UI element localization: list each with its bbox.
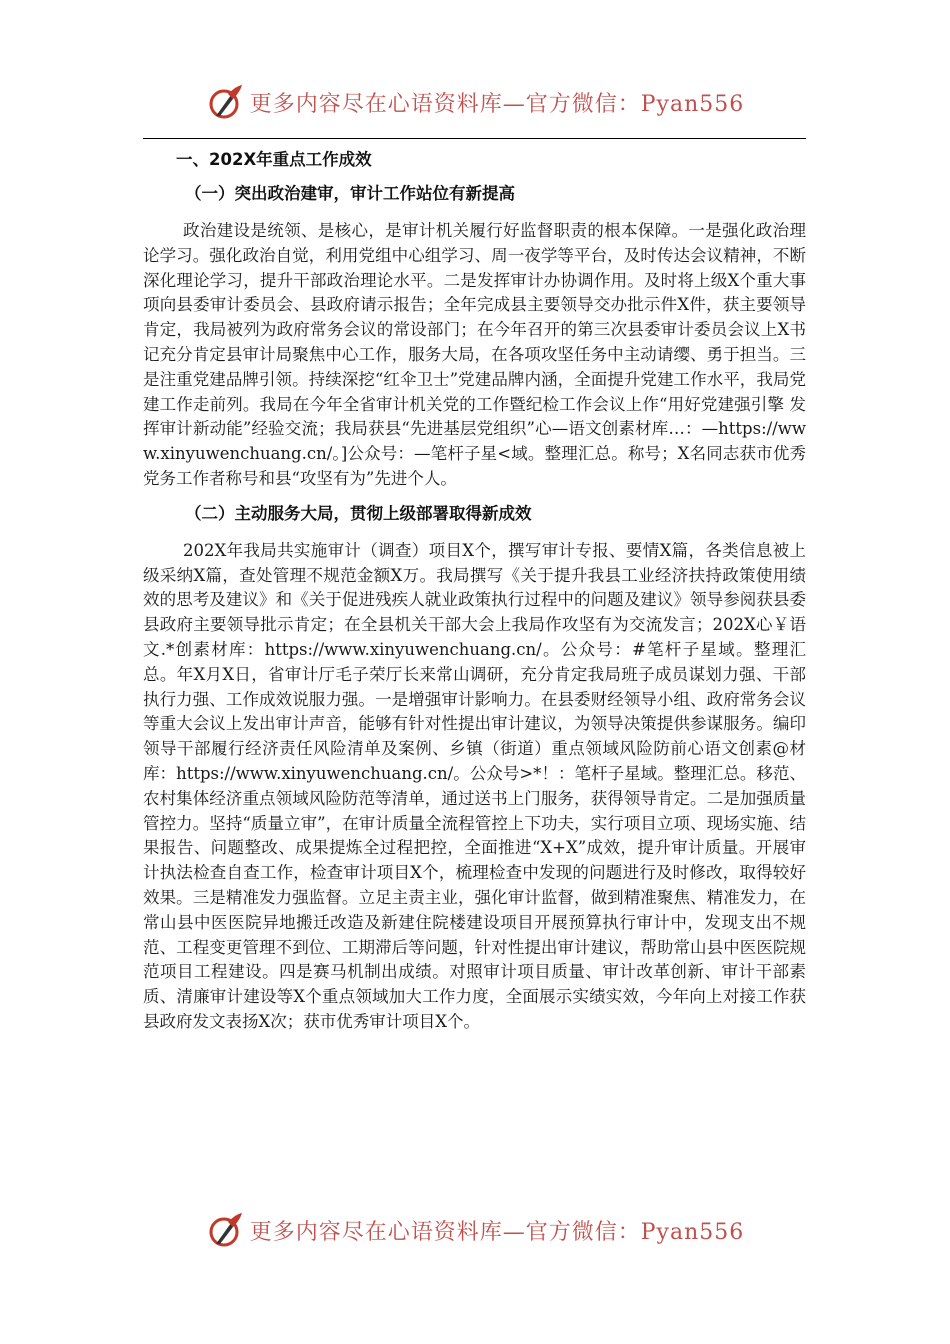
- quill-logo-icon: [206, 1210, 246, 1250]
- section-title: 一、202X年重点工作成效: [176, 150, 372, 169]
- subsection-paragraph-1: 政治建设是统领、是核心，是审计机关履行好监督职责的根本保障。一是强化政治理论学习。强化政治自觉，利用党组中心组学习、周一夜学等平台，及时传达会议精神，不断深化理论学习，提升干部政治理论水平。二是发挥审计办协调作用。及时将上级X个重大事项向县委审计委员会、县政府请示报告；全年完成县主要领导交办批示件X件，获主要领导肯定，我局被列为政府常务会议的常设部门；在今年召开的第三次县委审计委员会议上X书记充分肯定县审计局聚焦中心工作，服务大局，在各项攻坚任务中主动请缨、勇于担当。三是注重党建品牌引领。持续深挖“红伞卫士”党建品牌内涵，全面提升党建工作水平，我局党建工作走前列。我局在今年全省审计机关党的工作暨纪检工作会议上作“用好党建强引擎 发挥审计新动能”经验交流；我局获县“先进基层党组织”心—语文创素材库…：—https://www.xinyuwenchuang.cn/。]公众号：—笔杆子星<域。整理汇总。称号；X名同志获市优秀党务工作者称号和县“攻坚有为”先进个人。: [143, 221, 806, 488]
- subsection-heading-2: （二）主动服务大局，贯彻上级部署取得新成效: [185, 503, 532, 523]
- header-banner-text: 更多内容尽在心语资料库—官方微信：Pyan556: [249, 91, 745, 117]
- subsection-paragraph-2: 202X年我局共实施审计（调查）项目X个，撰写审计专报、要情X篇，各类信息被上级采纳X篇，查处管理不规范金额X万。我局撰写《关于提升我县工业经济扶持政策使用绩效的思考及建议》和《关于促进残疾人就业政策执行过程中的问题及建议》领导参阅获县委县政府主要领导批示肯定；在全县机关干部大会上我局作攻坚有为交流发言；202X心￥语文.*创素材库：https://www.xinyuwenchuang.cn/。公众号：#笔杆子星域。整理汇总。年X月X日，省审计厅毛子荣厅长来常山调研，充分肯定我局班子成员谋划力强、干部执行力强、工作成效说服力强。一是增强审计影响力。在县委财经领导小组、政府常务会议等重大会议上发出审计声音，能够有针对性提出审计建议，为领导决策提供参谋服务。编印领导干部履行经济责任风险清单及案例、乡镇（街道）重点领域风险防前心语文创素@材库：https://www.xinyuwenchuang.cn/。公众号>*！：笔杆子星域。整理汇总。移范、农村集体经济重点领域风险防范等清单，通过送书上门服务，获得领导肯定。二是加强质量管控力。坚持“质量立审”，在审计质量全流程管控上下功夫，实行项目立项、现场实施、结果报告、问题整改、成果提炼全过程把控，全面推进“X+X”成效，提升审计质量。开展审计执法检查自查工作，检查审计项目X个，梳理检查中发现的问题进行及时修改，取得较好效果。三是精准发力强监督。立足主责主业，强化审计监督，做到精准聚焦、精准发力，在常山县中医医院异地搬迁改造及新建住院楼建设项目开展预算执行审计中，发现支出不规范、工程变更管理不到位、工期滞后等问题，针对性提出审计建议，帮助常山县中医医院规范项目工程建设。四是赛马机制出成绩。对照审计项目质量、审计改革创新、审计干部素质、清廉审计建设等X个重点领域加大工作力度，全面展示实绩实效，今年向上对接工作获县政府发文表扬X次；获市优秀审计项目X个。: [143, 540, 806, 1031]
- quill-logo-icon: [206, 82, 246, 122]
- header-banner: [0, 80, 950, 124]
- footer-banner: [0, 1208, 950, 1252]
- footer-banner-text: 更多内容尽在心语资料库—官方微信：Pyan556: [249, 1219, 745, 1245]
- subsection-heading-1: （一）突出政治建审，审计工作站位有新提高: [185, 184, 515, 203]
- header-rule: [143, 138, 806, 139]
- document-body: [143, 148, 806, 1045]
